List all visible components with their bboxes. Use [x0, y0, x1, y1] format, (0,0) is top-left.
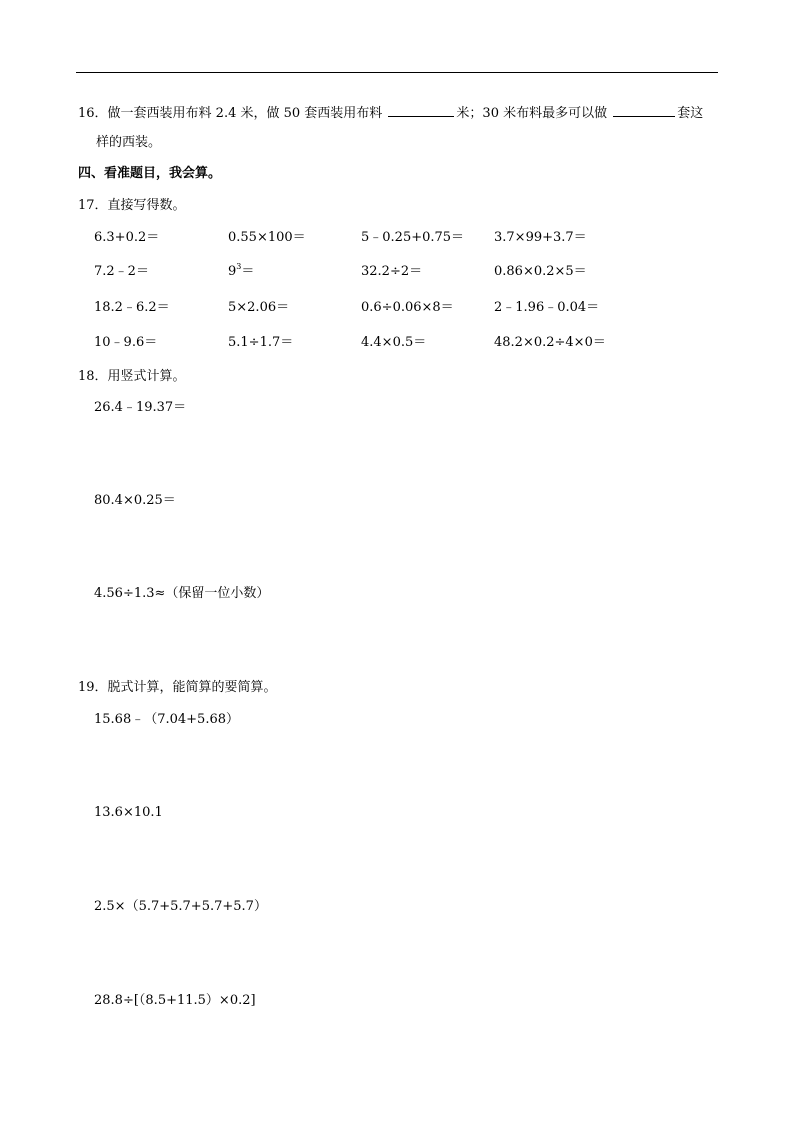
mental-math-item: 0.6÷0.06×8＝ [361, 300, 454, 315]
mental-math-item: 2﹣1.96﹣0.04＝ [494, 300, 600, 315]
mental-math-item: 5.1÷1.7＝ [228, 335, 294, 350]
question-16-line-1 [78, 104, 703, 122]
mental-math-item: 4.4×0.5＝ [361, 335, 427, 350]
mental-math-item: 5×2.06＝ [228, 300, 290, 315]
vertical-calc-item: 26.4﹣19.37＝ [94, 400, 187, 415]
header-rule [76, 72, 718, 73]
power-equals: ＝ [241, 264, 255, 279]
question-16-line-2: 样的西装。 [96, 135, 162, 150]
step-calc-item: 2.5×（5.7+5.7+5.7+5.7） [94, 899, 267, 914]
mental-math-item: 32.2÷2＝ [361, 264, 423, 279]
mental-math-item: 18.2﹣6.2＝ [94, 300, 170, 315]
answer-blank-1[interactable] [388, 104, 454, 117]
mental-math-item: 48.2×0.2÷4×0＝ [494, 335, 606, 350]
question-17-title: 17．直接写得数。 [78, 198, 186, 213]
mental-math-item: 0.86×0.2×5＝ [494, 264, 587, 279]
mental-math-item-power [228, 261, 255, 280]
mental-math-item: 0.55×100＝ [228, 230, 306, 245]
mental-math-item: 6.3+0.2＝ [94, 230, 160, 245]
power-base: 9 [228, 264, 237, 279]
mental-math-item: 5﹣0.25+0.75＝ [361, 230, 465, 245]
step-calc-item: 28.8÷[（8.5+11.5）×0.2] [94, 993, 256, 1008]
vertical-calc-item: 4.56÷1.3≈（保留一位小数） [94, 586, 270, 601]
question-19-title: 19．脱式计算，能简算的要简算。 [78, 680, 277, 695]
question-18-title: 18．用竖式计算。 [78, 369, 186, 384]
power-exponent: 3 [236, 261, 242, 271]
section-heading: 四、看准题目，我会算。 [78, 166, 222, 181]
answer-blank-2[interactable] [613, 104, 675, 117]
question-16-text-c: 套这 [677, 106, 704, 121]
mental-math-item: 10﹣9.6＝ [94, 335, 158, 350]
vertical-calc-item: 80.4×0.25＝ [94, 493, 176, 508]
question-16-text-a: 16．做一套西装用布料 2.4 米，做 50 套西装用布料 [78, 106, 387, 121]
mental-math-item: 7.2﹣2＝ [94, 264, 149, 279]
step-calc-item: 15.68﹣（7.04+5.68） [94, 712, 239, 727]
mental-math-item: 3.7×99+3.7＝ [494, 230, 587, 245]
step-calc-item: 13.6×10.1 [94, 805, 163, 820]
question-16-text-b: 米；30 米布料最多可以做 [456, 106, 612, 121]
